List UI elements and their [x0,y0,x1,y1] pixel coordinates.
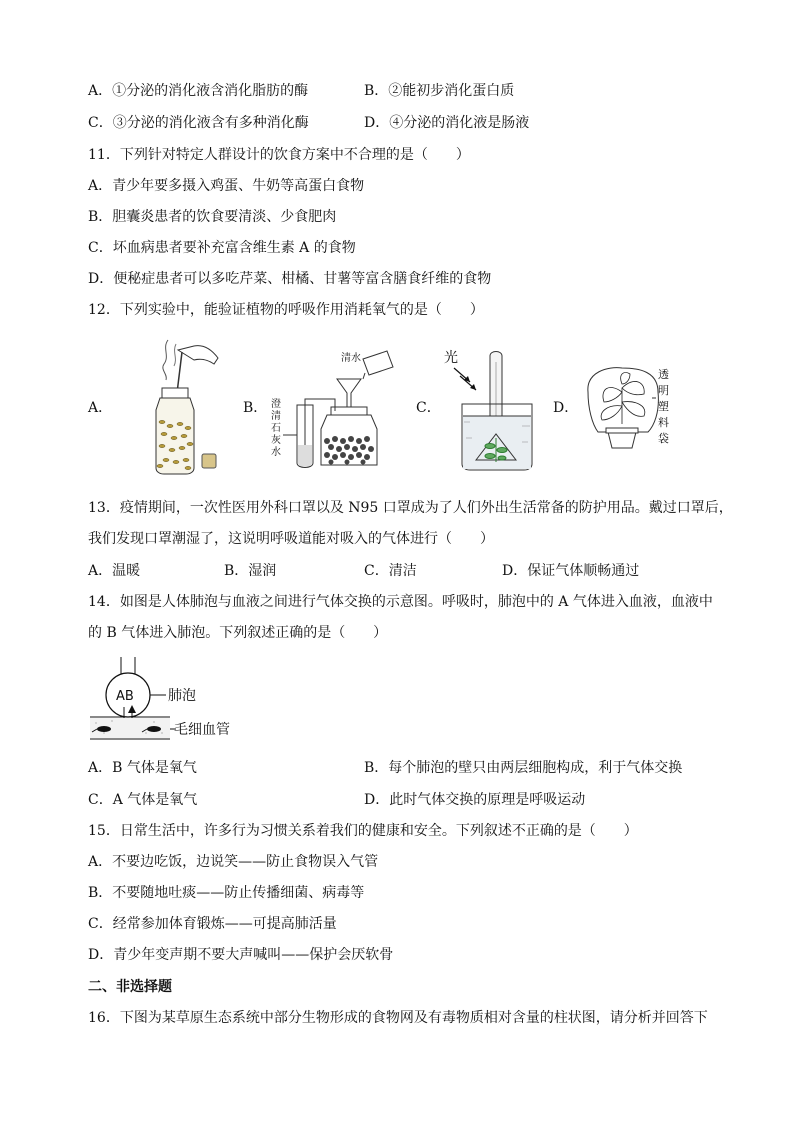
q10-option-c: C．③分泌的消化液含有多种消化酶 [88,115,309,131]
q15-option-c: C．经常参加体育锻炼——可提高肺活量 [88,916,337,932]
q14-option-c: C．A 气体是氧气 [88,792,198,808]
q12-figure-c-beaker [440,342,540,472]
q11-option-b: B．胆囊炎患者的饮食要清淡、少食肥肉 [88,209,337,225]
q15-stem: 15．日常生活中，许多行为习惯关系着我们的健康和安全。下列叙述不正确的是（ ） [88,823,638,839]
svg-text:石: 石 [271,423,281,434]
svg-text:塑: 塑 [658,400,669,413]
q12-figure-a-jar [148,338,228,478]
q14-figure-ab-label: AB [116,689,134,704]
q13-stem-line1: 13．疫情期间，一次性医用外科口罩以及 N95 口罩成为了人们外出生活常备的防护用品。戴过口罩后， [88,500,733,516]
q15-option-b: B．不要随地吐痰——防止传播细菌、病毒等 [88,885,365,901]
q14-option-b: B．每个肺泡的壁只由两层细胞构成，利于气体交换 [364,760,683,776]
q12-figure-b-water-label: 清水 [341,353,361,364]
q15-option-a: A．不要边吃饭，边说笑——防止食物误入气管 [88,854,379,870]
q13-stem-line2: 我们发现口罩潮湿了，这说明呼吸道能对吸入的气体进行（ ） [88,531,494,547]
q14-figure-capillary-label: 毛细血管 [174,722,230,738]
q14-stem-line1: 14．如图是人体肺泡与血液之间进行气体交换的示意图。呼吸时，肺泡中的 A 气体进入血液，血液中 [88,594,713,610]
q12-label-d: D． [553,400,579,416]
section-heading: 二、非选择题 [88,979,172,995]
q13-option-c: C．清洁 [364,563,417,579]
q11-option-c: C．坏血病患者要补充富含维生素 A 的食物 [88,240,356,256]
svg-text:水: 水 [271,447,281,458]
q12-label-b: B． [243,400,268,416]
svg-text:灰: 灰 [271,435,281,446]
q12-label-a: A． [88,400,113,416]
q14-figure-alveolus-label: 肺泡 [168,688,196,704]
svg-text:明: 明 [658,384,669,397]
q13-option-b: B．湿润 [224,563,277,579]
q10-option-d: D．④分泌的消化液是肠液 [364,115,530,131]
q14-figure-alveolus [88,655,268,745]
q10-option-a: A．①分泌的消化液含消化脂肪的酶 [88,83,309,99]
q12-stem: 12．下列实验中，能验证植物的呼吸作用消耗氧气的是（ ） [88,302,484,318]
q11-option-a: A．青少年要多摄入鸡蛋、牛奶等高蛋白食物 [88,178,365,194]
svg-text:清: 清 [271,411,281,422]
q12-figure-d-bag-label [658,368,669,445]
q14-option-a: A．B 气体是氧气 [88,760,197,776]
q11-stem: 11．下列针对特定人群设计的饮食方案中不合理的是（ ） [88,147,470,163]
q12-figure-b-limewater-label [271,398,281,458]
q12-figure-c-light-label: 光 [444,350,458,366]
q12-label-c: C． [416,400,441,416]
q14-stem-line2: 的 B 气体进入肺泡。下列叙述正确的是（ ） [88,625,388,641]
svg-text:透: 透 [658,368,669,381]
q13-option-d: D．保证气体顺畅通过 [502,563,640,579]
q10-option-b: B．②能初步消化蛋白质 [364,83,515,99]
q12-figure-b-apparatus [265,345,405,470]
svg-text:澄: 澄 [271,399,281,410]
q14-option-d: D．此时气体交换的原理是呼吸运动 [364,792,586,808]
q16-stem: 16．下图为某草原生态系统中部分生物形成的食物网及有毒物质相对含量的柱状图，请分析并回答下 [88,1010,708,1026]
q11-option-d: D．便秘症患者可以多吃芹菜、柑橘、甘薯等富含膳食纤维的食物 [88,271,492,287]
q15-option-d: D．青少年变声期不要大声喊叫——保护会厌软骨 [88,947,394,963]
svg-text:袋: 袋 [658,432,669,445]
svg-text:料: 料 [658,416,669,429]
q12-figure-d-plant-bag [578,362,688,472]
q13-option-a: A．温暖 [88,563,141,579]
